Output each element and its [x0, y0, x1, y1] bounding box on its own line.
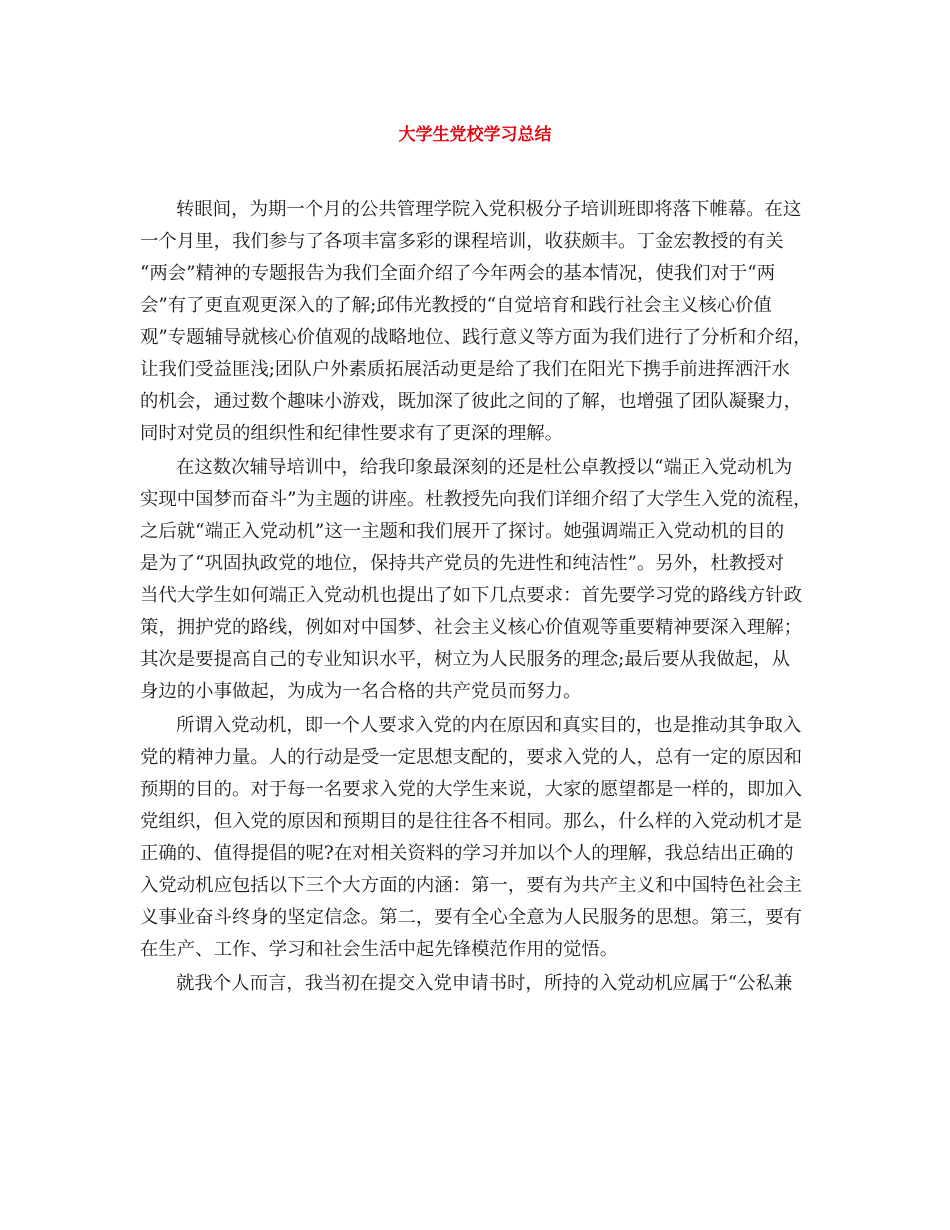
paragraph-2-line: 身边的小事做起，为成为一名合格的共产党员而努力。: [140, 681, 582, 702]
paragraph-3-line: 义事业奋斗终身的坚定信念。第二，要有全心全意为人民服务的思想。第三，要有: [140, 907, 803, 928]
paragraph-2-line: 在这数次辅导培训中，给我印象最深刻的还是杜公卓教授以“端正入党动机为: [176, 457, 793, 478]
paragraph-3-line: 正确的、值得提倡的呢?在对相关资料的学习并加以个人的理解，我总结出正确的: [140, 843, 794, 864]
paragraph-1-line: “两会”精神的专题报告为我们全面介绍了今年两会的基本情况，使我们对于“两: [140, 263, 776, 284]
paragraph-2-line: 之后就“端正入党动机”这一主题和我们展开了探讨。她强调端正入党动机的目的: [140, 521, 785, 542]
paragraph-3-line: 所谓入党动机，即一个人要求入党的内在原因和真实目的，也是推动其争取入: [176, 715, 802, 736]
paragraph-2-line: 策，拥护党的路线，例如对中国梦、社会主义核心价值观等重要精神要深入理解；: [140, 617, 803, 638]
paragraph-2-line: 实现中国梦而奋斗”为主题的讲座。杜教授先向我们详细介绍了大学生入党的流程，: [140, 489, 812, 510]
paragraph-1-line: 让我们受益匪浅;团队户外素质拓展活动更是给了我们在阳光下携手前进挥洒汗水: [140, 359, 790, 380]
paragraph-1-line: 转眼间，为期一个月的公共管理学院入党积极分子培训班即将落下帷幕。在这: [176, 199, 802, 220]
paragraph-3-line: 入党动机应包括以下三个大方面的内涵：第一，要有为共产主义和中国特色社会主: [140, 875, 803, 896]
paragraph-4-line: 就我个人而言，我当初在提交入党申请书时，所持的入党动机应属于“公私兼: [176, 973, 793, 994]
paragraph-3-line: 在生产、工作、学习和社会生活中起先锋模范作用的觉悟。: [140, 939, 619, 960]
paragraph-2-line: 其次是要提高自己的专业知识水平，树立为人民服务的理念;最后要从我做起，从: [140, 649, 790, 670]
paragraph-2-line: 当代大学生如何端正入党动机也提出了如下几点要求：首先要学习党的路线方针政: [140, 585, 803, 606]
paragraph-2-line: 是为了“巩固执政党的地位，保持共产党员的先进性和纯洁性”。另外，杜教授对: [140, 553, 785, 574]
paragraph-1-line: 的机会，通过数个趣味小游戏，既加深了彼此之间的了解，也增强了团队凝聚力，: [140, 391, 803, 412]
paragraph-3-line: 预期的目的。对于每一名要求入党的大学生来说，大家的愿望都是一样的，即加入: [140, 779, 803, 800]
paragraph-3-line: 党组织，但入党的原因和预期目的是往往各不相同。那么，什么样的入党动机才是: [140, 811, 803, 832]
paragraph-1-line: 一个月里，我们参与了各项丰富多彩的课程培训，收获颇丰。丁金宏教授的有关: [140, 231, 784, 252]
document-title: 大学生党校学习总结: [398, 125, 552, 145]
paragraph-1-line: 观”专题辅导就核心价值观的战略地位、践行意义等方面为我们进行了分析和介绍，: [140, 327, 812, 348]
paragraph-1-line: 会”有了更直观更深入的了解;邱伟光教授的“自觉培育和践行社会主义核心价值: [140, 295, 772, 316]
paragraph-3-line: 党的精神力量。人的行动是受一定思想支配的，要求入党的人，总有一定的原因和: [140, 747, 803, 768]
paragraph-1-line: 同时对党员的组织性和纪律性要求有了更深的理解。: [140, 423, 563, 444]
